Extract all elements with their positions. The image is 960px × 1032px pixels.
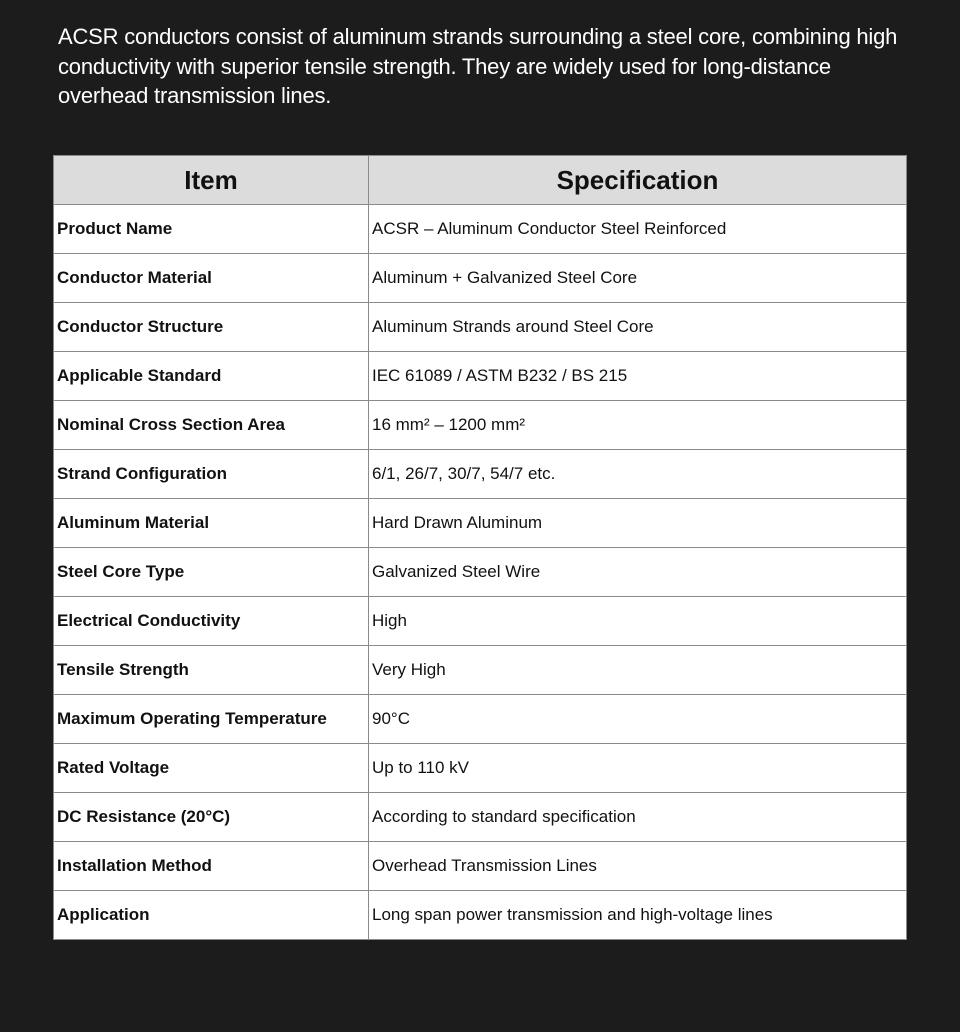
table-row: [54, 499, 907, 548]
item-cell: Maximum Operating Temperature: [54, 695, 369, 744]
table-row: [54, 401, 907, 450]
spec-cell: 6/1, 26/7, 30/7, 54/7 etc.: [369, 450, 907, 499]
item-cell: Aluminum Material: [54, 499, 369, 548]
column-header-specification: Specification: [369, 156, 907, 205]
spec-cell: According to standard specification: [369, 793, 907, 842]
spec-cell: 16 mm² – 1200 mm²: [369, 401, 907, 450]
item-cell: Tensile Strength: [54, 646, 369, 695]
spec-cell: Very High: [369, 646, 907, 695]
item-cell: Strand Configuration: [54, 450, 369, 499]
table-row: [54, 205, 907, 254]
table-row: [54, 254, 907, 303]
item-cell: Product Name: [54, 205, 369, 254]
spec-cell: Hard Drawn Aluminum: [369, 499, 907, 548]
table-row: [54, 793, 907, 842]
item-cell: Conductor Structure: [54, 303, 369, 352]
table-row: [54, 744, 907, 793]
table-row: [54, 646, 907, 695]
table-row: [54, 352, 907, 401]
intro-paragraph: ACSR conductors consist of aluminum strands surrounding a steel core, combining high conductivity with superior tensile strength. They are widely used for long-distance overhead transmission lines.: [58, 24, 898, 108]
spec-cell: Aluminum Strands around Steel Core: [369, 303, 907, 352]
item-cell: Rated Voltage: [54, 744, 369, 793]
spec-cell: Galvanized Steel Wire: [369, 548, 907, 597]
item-cell: Conductor Material: [54, 254, 369, 303]
table-row: [54, 842, 907, 891]
spec-cell: Aluminum + Galvanized Steel Core: [369, 254, 907, 303]
spec-cell: IEC 61089 / ASTM B232 / BS 215: [369, 352, 907, 401]
item-cell: Electrical Conductivity: [54, 597, 369, 646]
spec-cell: Up to 110 kV: [369, 744, 907, 793]
item-cell: Installation Method: [54, 842, 369, 891]
item-cell: Applicable Standard: [54, 352, 369, 401]
spec-cell: High: [369, 597, 907, 646]
item-cell: Application: [54, 891, 369, 940]
spec-table: [53, 155, 907, 940]
table-header-row: [54, 156, 907, 205]
spec-cell: ACSR – Aluminum Conductor Steel Reinforced: [369, 205, 907, 254]
table-row: [54, 695, 907, 744]
table-row: [54, 597, 907, 646]
spec-cell: Overhead Transmission Lines: [369, 842, 907, 891]
item-cell: Steel Core Type: [54, 548, 369, 597]
item-cell: Nominal Cross Section Area: [54, 401, 369, 450]
column-header-item: Item: [54, 156, 369, 205]
table-row: [54, 548, 907, 597]
item-cell: DC Resistance (20°C): [54, 793, 369, 842]
table-row: [54, 891, 907, 940]
spec-cell: 90°C: [369, 695, 907, 744]
table-row: [54, 450, 907, 499]
table-row: [54, 303, 907, 352]
spec-cell: Long span power transmission and high-voltage lines: [369, 891, 907, 940]
